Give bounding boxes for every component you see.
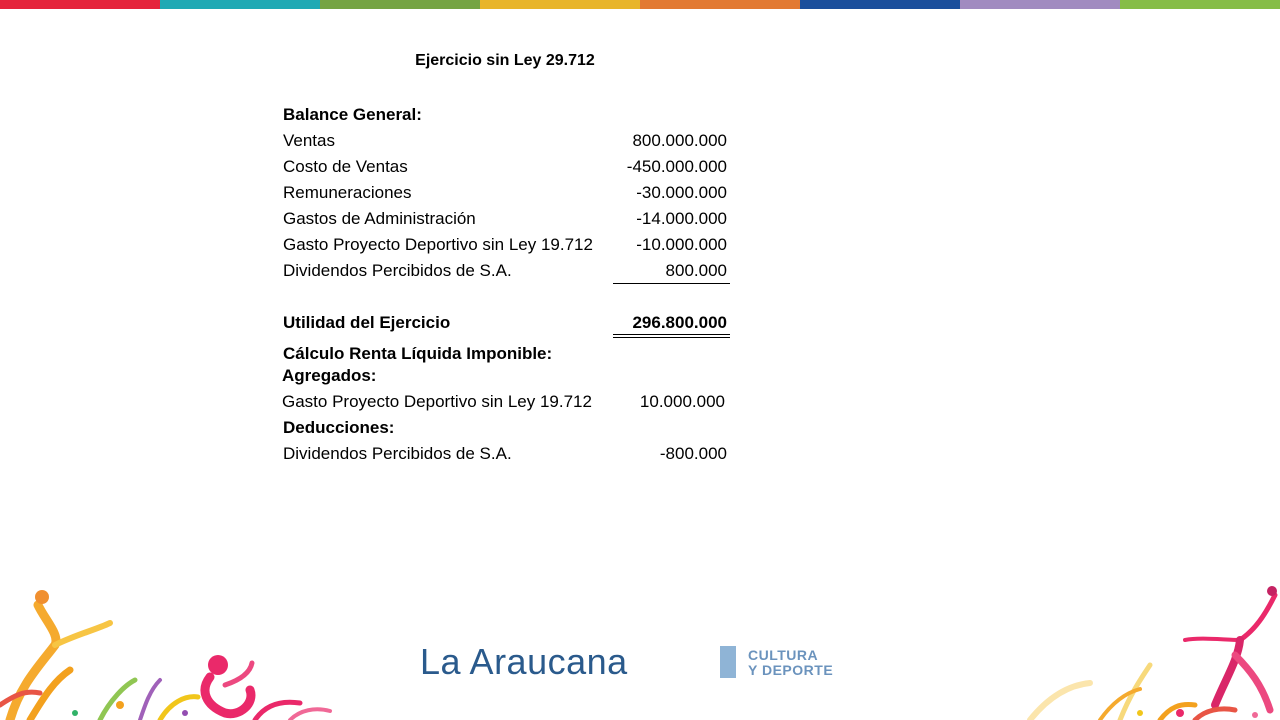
la-araucana-logo [420, 640, 880, 685]
row-value: -10.000.000 [636, 235, 727, 254]
dancers-illustration-right [1000, 585, 1280, 720]
color-stripe-bar [0, 0, 1280, 9]
logo-subtitle-line1: CULTURA [748, 647, 819, 663]
row-label: Ventas [283, 131, 335, 150]
row-value: -30.000.000 [636, 183, 727, 202]
agregados-row [282, 390, 729, 414]
total-double-rule-top [613, 334, 730, 335]
deducciones-label: Deducciones: [283, 418, 395, 437]
stripe-segment [800, 0, 960, 9]
page-title: Ejercicio sin Ley 29.712 [415, 52, 595, 69]
balance-heading-label: Balance General: [283, 105, 422, 124]
row-value: 800.000 [665, 261, 727, 280]
stripe-segment [160, 0, 320, 9]
row-label: Remuneraciones [283, 183, 412, 202]
row-value: -14.000.000 [636, 209, 727, 228]
balance-row [283, 233, 730, 257]
row-value: -450.000.000 [626, 157, 727, 176]
logo-subtitle-line2: Y DEPORTE [748, 662, 834, 678]
total-value: 296.800.000 [632, 313, 727, 332]
row-value: -800.000 [659, 444, 727, 463]
balance-row [283, 155, 730, 179]
logo-wordmark: La Araucana [420, 641, 628, 682]
renta-heading [283, 342, 730, 366]
row-label: Dividendos Percibidos de S.A. [283, 444, 512, 463]
balance-row [283, 129, 730, 153]
agregados-heading [282, 364, 729, 388]
total-double-rule-bottom [613, 337, 730, 338]
total-row [283, 311, 730, 335]
stripe-segment [640, 0, 800, 9]
row-label: Gasto Proyecto Deportivo sin Ley 19.712 [282, 392, 592, 411]
deducciones-heading [283, 416, 730, 440]
stripe-segment [320, 0, 480, 9]
balance-row [283, 259, 730, 283]
row-label: Gasto Proyecto Deportivo sin Ley 19.712 [283, 235, 593, 254]
row-label: Gastos de Administración [283, 209, 476, 228]
row-value: 10.000.000 [639, 392, 725, 411]
dancers-illustration-left [0, 585, 340, 720]
row-label: Dividendos Percibidos de S.A. [283, 261, 512, 280]
stripe-segment [960, 0, 1120, 9]
balance-row [283, 207, 730, 231]
logo-divider-bar [720, 646, 736, 678]
renta-heading-label: Cálculo Renta Líquida Imponible: [283, 344, 553, 363]
balance-row [283, 181, 730, 205]
deducciones-row [283, 442, 730, 466]
total-label: Utilidad del Ejercicio [283, 313, 451, 332]
stripe-segment [0, 0, 160, 9]
logo-subtitle [748, 648, 833, 678]
balance-heading [283, 103, 730, 127]
agregados-label: Agregados: [282, 366, 377, 385]
row-value: 800.000.000 [632, 131, 727, 150]
row-label: Costo de Ventas [283, 157, 408, 176]
stripe-segment [480, 0, 640, 9]
subtotal-rule [613, 283, 730, 284]
stripe-segment [1120, 0, 1280, 9]
